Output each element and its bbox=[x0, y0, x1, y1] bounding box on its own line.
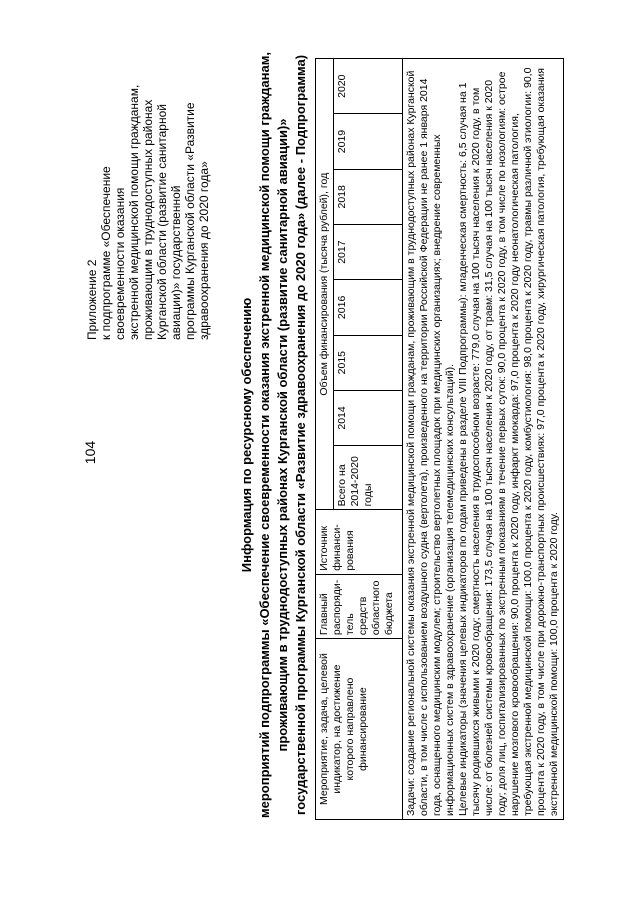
appendix-line: к подпрограмме «Обеспечение bbox=[99, 166, 113, 340]
header-year: 2020 bbox=[334, 59, 403, 114]
table-row bbox=[403, 59, 564, 820]
indicators-text: Целевые индикаторы (значения целевых индикаторов по годам приведены в разделе VIII Подпрограммы): младенческая смертность: 6,5 случая на 1 тысячу родившихся живыми к 2020 году; смертность населения в трудоспособном возрасте: 779,0 случая на 100 тысяч населения к 2020 году, в том числе: от болезней системы кровообращения: 173,5 случая на 100 тысяч населения к 2020 году, от травм: 31,5 случая на 100 тысяч населения к 2020 году; доля лиц, госпитализированных по экстренным показаниям в течение первых суток: 90,0 процента к 2020 году, в том числе по нозологиям: острое нарушение мозгового кровообращения: 90,0 процента к 2020 году, инфаркт миокарда: 97,0 процента к 2020 году неонатологическая патология, требующая экстренной медицинской помощи: 100,0 процента к 2020 году, комбустиология: 98,0 процента к 2020 году, травмы различной этиологии: 90,0 процента к 2020 году, в том числе при дорожно-транспортных происшествиях: 97,0 процента к 2020 году, хирургическая патология, требующая оказания экстренной медицинской помощи: 100,0 процента к 2020 году. bbox=[457, 67, 560, 816]
page-number: 104 bbox=[82, 440, 98, 465]
header-year: 2015 bbox=[334, 335, 403, 390]
appendix-line: авиации)» государственной bbox=[169, 185, 183, 340]
header-year: 2014 bbox=[334, 390, 403, 445]
table-header-row bbox=[316, 59, 334, 820]
header-year: 2019 bbox=[334, 114, 403, 169]
appendix-line: экстренной медицинской помощи гражданам, bbox=[127, 84, 141, 340]
header-year: 2017 bbox=[334, 224, 403, 279]
title-line: проживающим в труднодоступных районах Курганской области (развитие санитарной авиации)» bbox=[275, 118, 290, 752]
resource-table bbox=[315, 58, 564, 820]
title-line: мероприятий подпрограммы «Обеспечение своевременности оказания экстренной медицинской помощи гражданам, bbox=[257, 52, 272, 818]
header-total: Всего на 2014-2020 годы bbox=[334, 446, 403, 510]
tasks-cell bbox=[403, 59, 564, 820]
header-source: Источник финанси-рования bbox=[316, 510, 403, 574]
appendix-line: проживающим в труднодоступных районах bbox=[141, 99, 155, 340]
appendix-line: Приложение 2 bbox=[85, 259, 99, 340]
appendix-line: здравоохранения до 2020 года» bbox=[197, 161, 211, 340]
appendix-line: программы Курганской области «Развитие bbox=[183, 102, 197, 340]
appendix-caption bbox=[85, 40, 211, 340]
appendix-line: своевременности оказания bbox=[113, 187, 127, 340]
header-year: 2016 bbox=[334, 280, 403, 335]
document-title bbox=[238, 50, 310, 820]
appendix-line: Курганской области (развитие санитарной bbox=[155, 104, 169, 340]
header-volume: Объем финансирования (тысяча рублей), год bbox=[316, 59, 334, 510]
header-manager: Главный распоряди-тель средств областного бюджета bbox=[316, 574, 403, 638]
title-line: государственной программы Курганской области «Развитие здравоохранения до 2020 года» (далее - Подпрограмма) bbox=[293, 54, 308, 816]
tasks-text: Задачи: создание региональной системы оказания экстренной медицинской помощи гражданам, проживающим в труднодоступных районах Курганской области, в том числе с использованием воздушного судна (вертолета), произведенного на территории Российской Федерации не ранее 1 января 2014 года, оснащенного медицинским модулем; строительство вертолетных площадок при медицинских организациях; внедрение современных информационных систем в здравоохранение (организация телемедицинских консультаций). bbox=[405, 70, 456, 816]
title-line: Информация по ресурсному обеспечению bbox=[239, 297, 254, 573]
header-year: 2018 bbox=[334, 169, 403, 224]
header-event: Мероприятие, задача, целевой индикатор, на достижение которого направлено финансирование bbox=[316, 639, 403, 820]
